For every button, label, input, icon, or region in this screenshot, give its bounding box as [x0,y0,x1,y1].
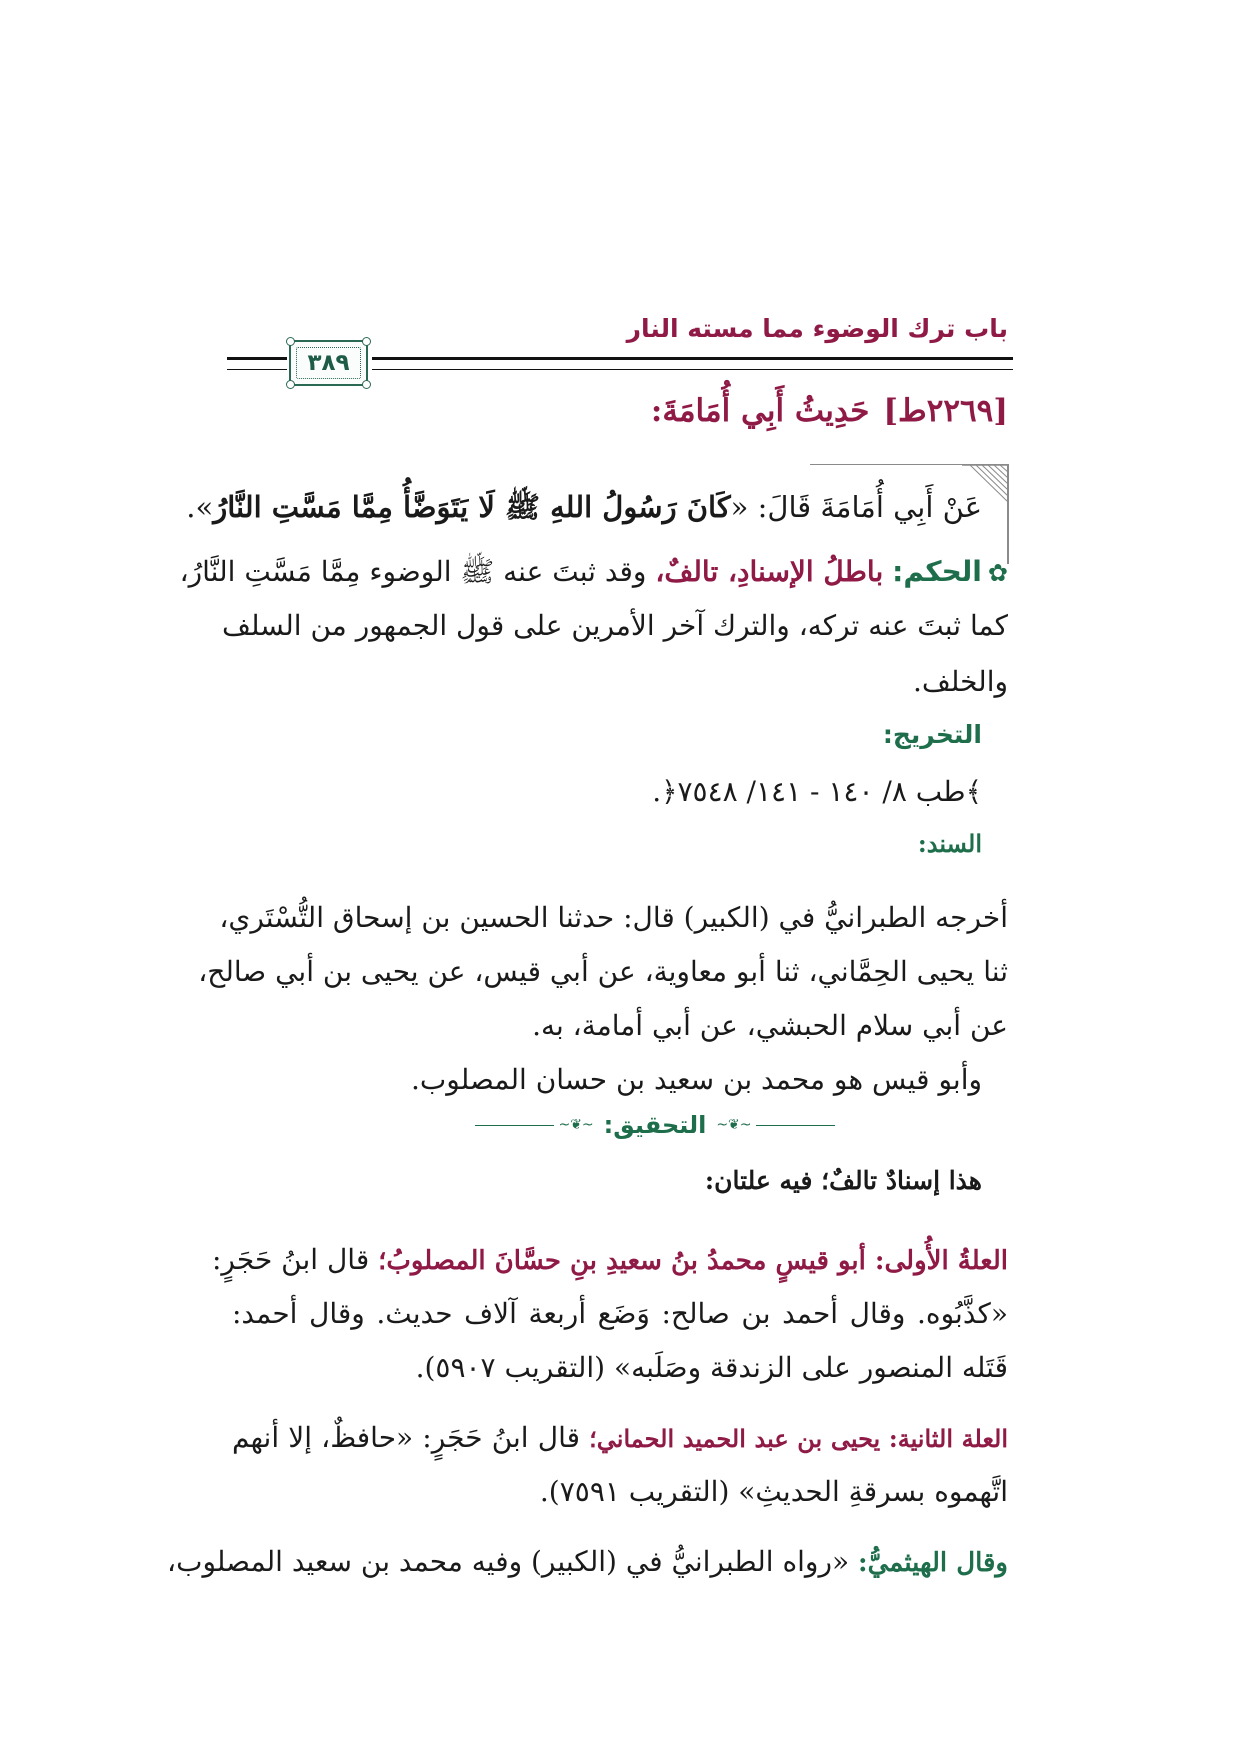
illa2-line-2: اتَّهموه بسرقةِ الحديثِ» (التقريب ٧٥٩١). [539,1475,1008,1508]
ruling-label: الحكم: [892,555,982,588]
sanad-line-3: عن أبي سلام الحبشي، عن أبي أمامة، به. [532,1009,1008,1042]
ornament-icon: ~❦~ [716,1117,752,1133]
haythami-label: وقال الهيثميُّ: [858,1548,1008,1578]
illa2-label: العلة الثانية: يحيى بن عبد الحميد الحماني؛ [589,1424,1008,1453]
illa1-line-1-text: قال ابنُ حَجَرٍ: [212,1243,370,1276]
hadith-number: [٢٢٦٩ط] [883,393,1008,429]
illa2-line-1 [232,1421,1008,1454]
ornament-icon: ~❦~ [558,1117,594,1133]
ruling-line-3: والخلف. [912,665,1008,698]
badge-ornament-icon [362,380,371,389]
chapter-title: باب ترك الوضوء مما مسته النار [626,314,1008,343]
sanad-label: السند: [917,829,982,858]
hadith-outro: ». [186,490,214,524]
illa1-label: العلةُ الأُولى: أبو قيسٍ محمدُ بنُ سعيدِ بنِ حسَّانَ المصلوبُ؛ [378,1246,1008,1276]
tahqiq-summary: هذا إسنادٌ تالفٌ؛ فيه علتان: [704,1166,982,1195]
takhrij-reference: ﴾طب ٨/ ١٤٠ - ١٤١/ ٧٥٤٨﴿. [652,775,982,808]
page-number: ٣٨٩ [307,350,350,376]
tahqiq-label: التحقيق: [603,1111,707,1139]
hadith-title: حَدِيثُ أَبِي أُمَامَةَ: [650,393,870,429]
hadith-matn: كَانَ رَسُولُ اللهِ ﷺ لَا يَتَوَضَّأُ مِمَّا مَسَّتِ النَّارُ [213,490,731,524]
sanad-line-2: ثنا يحيى الحِمَّاني، ثنا أبو معاوية، عن أبي قيس، عن يحيى بن أبي صالح، [198,955,1008,988]
ruling-line-1-text: وقد ثبتَ عنه ﷺ الوضوء مِمَّا مَسَّتِ النَّارُ، [179,555,647,588]
haythami-line-1-text: «رواه الطبرانيُّ في (الكبير) وفيه محمد بن سعيد المصلوب، [167,1545,850,1578]
tahqiq-divider [475,1110,835,1140]
illa1-line-2: «كذَّبُوه. وقال أحمد بن صالح: وَضَع أربعة آلاف حديث. وقال أحمد: [232,1297,1008,1330]
illa1-line-3: قَتَله المنصور على الزندقة وصَلَبه» (التقريب ٥٩٠٧). [415,1351,1008,1384]
ruling-verdict: باطلُ الإسنادِ، تالفٌ، [655,555,884,588]
illa1-line-1 [212,1243,1008,1276]
hadith-heading [651,393,1008,429]
takhrij-label: التخريج: [882,720,982,749]
ruling-line-2: كما ثبتَ عنه تركه، والترك آخر الأمرين على قول الجمهور من السلف [222,609,1008,642]
haythami-line-1 [167,1545,1008,1578]
hadith-text [186,490,982,532]
sanad-line-1: أخرجه الطبرانيُّ في (الكبير) قال: حدثنا الحسين بن إسحاق التُّسْتَري، [219,901,1008,934]
badge-ornament-icon [286,337,295,346]
header-rule [372,357,1013,370]
hadith-intro: عَنْ أَبِي أُمَامَةَ قَالَ: « [730,490,982,524]
sanad-note: وأبو قيس هو محمد بن سعيد بن حسان المصلوب. [411,1063,982,1096]
ruling-line-1 [179,555,1008,588]
badge-ornament-icon [286,380,295,389]
flower-icon: ✿ [987,559,1008,587]
page-number-badge [289,340,368,386]
header-rule-short [227,357,287,370]
illa2-line-1-text: قال ابنُ حَجَرٍ: «حافظٌ، إلا أنهم [232,1421,580,1454]
badge-ornament-icon [362,337,371,346]
